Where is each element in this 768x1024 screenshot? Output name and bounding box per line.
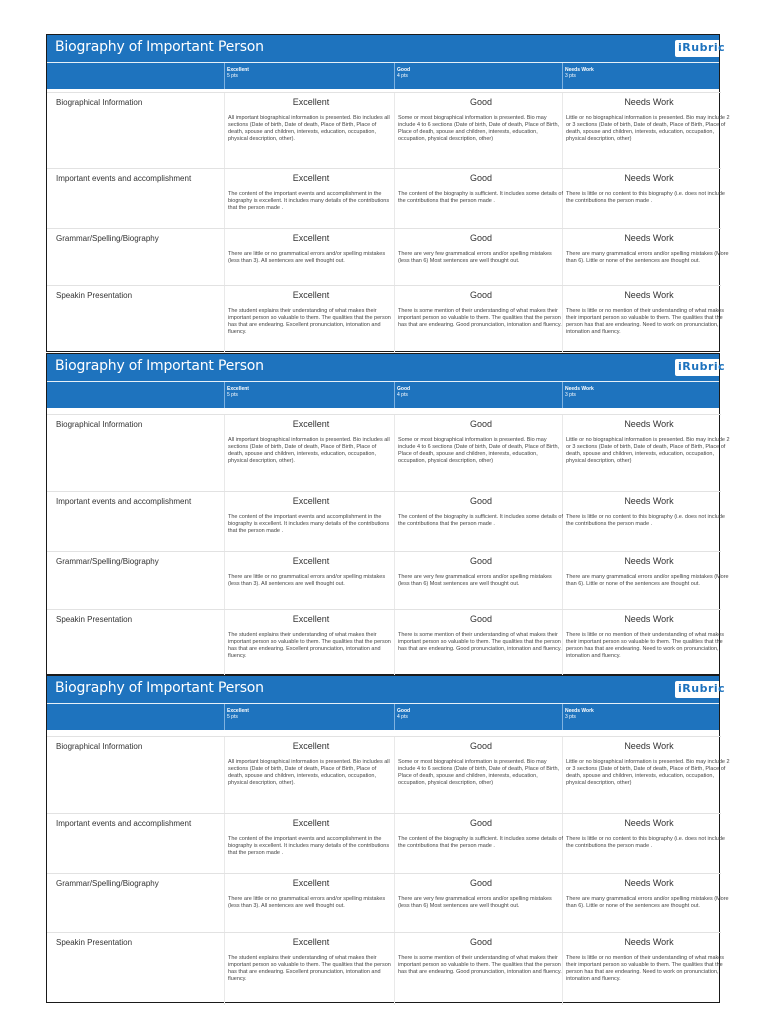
level-label-excellent[interactable]: Excellent [292, 878, 330, 888]
column-divider [224, 552, 225, 610]
level-label-needs-work[interactable]: Needs Work [624, 878, 674, 888]
irubric-logo[interactable] [675, 40, 726, 57]
rubric-row [47, 609, 725, 677]
level-description[interactable]: There is some mention of their understanding of what makes their important person so valuable to them. The qualities that the person has that are endearing. Good pronunciation, intonation and fluency. [398, 308, 562, 328]
level-description[interactable]: The student explains their understanding of what makes their important person so valuable to them. The qualities that the person has that are endearing. Excellent pronunciation, intonation and fluency. [228, 632, 391, 659]
header-level-points: 3 pts [565, 73, 576, 79]
header-level-name: Excellent [227, 67, 249, 73]
level-label-good[interactable]: Good [469, 878, 493, 888]
criterion-label: Biographical Information [56, 420, 143, 429]
level-label-good[interactable]: Good [469, 419, 493, 429]
criterion-label: Important events and accomplishment [56, 819, 192, 828]
criterion-label: Grammar/Spelling/Biography [56, 234, 159, 243]
level-label-excellent[interactable]: Excellent [292, 556, 330, 566]
rubric-row [47, 736, 730, 814]
logo-text: iRubric [678, 360, 726, 373]
criterion-label: Important events and accomplishment [56, 174, 192, 183]
rubric-title: Biography of Important Person [55, 680, 264, 696]
column-divider [224, 169, 225, 229]
level-description[interactable]: Some or most biographical information is presented. Bio may include 4 to 6 sections (Date of birth, Date of death, Place of Birth, Place of death, spouse and children, interests, education, occupation, physical description, other) [398, 437, 560, 464]
header-level-name: Good [397, 386, 411, 392]
rubric-row [47, 168, 725, 229]
level-label-needs-work[interactable]: Needs Work [624, 173, 674, 183]
level-label-needs-work[interactable]: Needs Work [624, 556, 674, 566]
column-divider [224, 874, 225, 933]
level-description[interactable]: There is little or no content to this biography (i.e. does not include the contributions the person made . [566, 514, 725, 527]
level-description[interactable]: Little or no biographical information is presented. Bio may include 2 or 3 sections (Date of birth, Date of death, Place of Birth, Place of death, spouse and children, interests, education, occupation, physical description, other) [566, 115, 730, 142]
level-label-good[interactable]: Good [469, 97, 493, 107]
level-description[interactable]: There are many grammatical errors and/or spelling mistakes (More than 6). Little or none of the sentences are thought out. [566, 251, 729, 264]
column-divider [224, 415, 225, 492]
level-description[interactable]: The content of the biography is sufficient. It includes some details of the contributions that the person made . [398, 836, 563, 849]
rubric-row [47, 932, 725, 1005]
level-label-excellent[interactable]: Excellent [292, 290, 330, 300]
rubric-panel [46, 353, 730, 675]
level-label-good[interactable]: Good [469, 233, 493, 243]
column-divider [224, 814, 225, 874]
header-level-name: Excellent [227, 386, 249, 392]
header-cell-excellent [224, 63, 394, 89]
header-cell-good [394, 382, 562, 408]
level-description[interactable]: There is little or no mention of their understanding of what makes their important person so valuable to them. The qualities that the person has that are endearing. Need to work on pronunciation, intonation and fluency. [566, 308, 725, 335]
level-label-needs-work[interactable]: Needs Work [624, 937, 674, 947]
level-description[interactable]: There are little or no grammatical errors and/or spelling mistakes (less than 3). All sentences are well thought out. [228, 574, 386, 587]
header-level-points: 4 pts [397, 392, 408, 398]
level-description[interactable]: The content of the important events and accomplishment in the biography is excellent. It includes many details of the contributions that the person made . [228, 191, 390, 211]
level-label-good[interactable]: Good [469, 818, 493, 828]
level-label-excellent[interactable]: Excellent [292, 937, 330, 947]
rubric-row [47, 551, 729, 610]
level-description[interactable]: Some or most biographical information is presented. Bio may include 4 to 6 sections (Date of birth, Date of death, Place of Birth, Place of death, spouse and children, interests, education, occupation, physical description, other) [398, 115, 560, 142]
level-description[interactable]: The student explains their understanding of what makes their important person so valuable to them. The qualities that the person has that are endearing. Excellent pronunciation, intonation and fluency. [228, 955, 391, 982]
rubric-title-bar [47, 354, 726, 381]
level-description[interactable]: The content of the biography is sufficient. It includes some details of the contributions that the person made . [398, 191, 563, 204]
header-level-points: 3 pts [565, 714, 576, 720]
level-label-needs-work[interactable]: Needs Work [624, 419, 674, 429]
level-description[interactable]: The student explains their understanding of what makes their important person so valuable to them. The qualities that the person has that are endearing. Excellent pronunciation, intonation and fluency. [228, 308, 391, 335]
column-divider [224, 610, 225, 677]
level-description[interactable]: There is some mention of their understanding of what makes their important person so valuable to them. The qualities that the person has that are endearing. Good pronunciation, intonation and fluency. [398, 955, 562, 975]
level-label-needs-work[interactable]: Needs Work [624, 496, 674, 506]
level-description[interactable]: There is little or no content to this biography (i.e. does not include the contributions the person made . [566, 836, 725, 849]
level-label-excellent[interactable]: Excellent [292, 614, 330, 624]
header-cell-good [394, 63, 562, 89]
level-description[interactable]: The content of the biography is sufficient. It includes some details of the contributions that the person made . [398, 514, 563, 527]
header-cell-excellent [224, 382, 394, 408]
level-label-good[interactable]: Good [469, 741, 493, 751]
column-divider [224, 492, 225, 552]
criterion-label: Speakin Presentation [56, 291, 133, 300]
level-label-good[interactable]: Good [469, 937, 493, 947]
column-divider [224, 229, 225, 286]
level-description[interactable]: All important biographical information is presented. Bio includes all sections (Date of birth, Date of death, Place of Birth, Place of death, spouse and children, interests, education, occupation, physical description, other). [228, 115, 390, 142]
logo-text: iRubric [678, 682, 726, 695]
level-description[interactable]: There is little or no mention of their understanding of what makes their important person so valuable to them. The qualities that the person has that are endearing. Need to work on pronunciation, intonation and fluency. [566, 955, 725, 982]
rubric-panel [46, 34, 730, 352]
level-label-excellent[interactable]: Excellent [292, 97, 330, 107]
column-divider [224, 286, 225, 354]
header-cell-needs-work [562, 382, 721, 408]
header-level-points: 5 pts [227, 392, 238, 398]
header-level-points: 4 pts [397, 714, 408, 720]
header-cell-good [394, 704, 562, 730]
level-label-good[interactable]: Good [469, 290, 493, 300]
level-description[interactable]: All important biographical information is presented. Bio includes all sections (Date of birth, Date of death, Place of Birth, Place of death, spouse and children, interests, education, occupation, physical description, other). [228, 437, 390, 464]
level-label-needs-work[interactable]: Needs Work [624, 290, 674, 300]
rubric-header-row [47, 703, 719, 730]
logo-text: iRubric [678, 41, 726, 54]
header-level-name: Needs Work [565, 708, 594, 714]
level-label-needs-work[interactable]: Needs Work [624, 818, 674, 828]
rubric-row [47, 491, 725, 552]
level-description[interactable]: There are very few grammatical errors and/or spelling mistakes (less than 6) Most sentences are well thought out. [398, 574, 552, 587]
level-label-needs-work[interactable]: Needs Work [624, 741, 674, 751]
level-description[interactable]: There are very few grammatical errors and/or spelling mistakes (less than 6) Most sentences are well thought out. [398, 251, 552, 264]
header-level-name: Good [397, 708, 411, 714]
rubric-row [47, 414, 730, 492]
level-label-excellent[interactable]: Excellent [292, 741, 330, 751]
header-level-name: Good [397, 67, 411, 73]
header-cell-needs-work [562, 63, 721, 89]
level-description[interactable]: The content of the important events and accomplishment in the biography is excellent. It includes many details of the contributions that the person made . [228, 514, 390, 534]
header-level-name: Needs Work [565, 386, 594, 392]
column-divider [224, 933, 225, 1005]
level-label-excellent[interactable]: Excellent [292, 233, 330, 243]
level-description[interactable]: There are very few grammatical errors and/or spelling mistakes (less than 6) Most sentences are well thought out. [398, 896, 552, 909]
rubric-header-row [47, 381, 719, 408]
header-level-points: 3 pts [565, 392, 576, 398]
criterion-label: Biographical Information [56, 742, 143, 751]
rubric-row [47, 285, 725, 354]
criterion-label: Grammar/Spelling/Biography [56, 557, 159, 566]
header-cell-excellent [224, 704, 394, 730]
level-description[interactable]: All important biographical information is presented. Bio includes all sections (Date of birth, Date of death, Place of Birth, Place of death, spouse and children, interests, education, occupation, physical description, other). [228, 759, 390, 786]
level-description[interactable]: There is some mention of their understanding of what makes their important person so valuable to them. The qualities that the person has that are endearing. Good pronunciation, intonation and fluency. [398, 632, 562, 652]
level-description[interactable]: There are little or no grammatical errors and/or spelling mistakes (less than 3). All sentences are well thought out. [228, 251, 386, 264]
level-description[interactable]: There are many grammatical errors and/or spelling mistakes (More than 6). Little or none of the sentences are thought out. [566, 574, 729, 587]
rubric-title-bar [47, 676, 726, 703]
rubric-title: Biography of Important Person [55, 358, 264, 374]
level-label-excellent[interactable]: Excellent [292, 173, 330, 183]
level-label-needs-work[interactable]: Needs Work [624, 614, 674, 624]
rubric-row [47, 228, 729, 286]
column-divider [224, 737, 225, 814]
level-label-excellent[interactable]: Excellent [292, 496, 330, 506]
rubric-row [47, 813, 725, 874]
level-description[interactable]: There is little or no mention of their understanding of what makes their important person so valuable to them. The qualities that the person has that are endearing. Need to work on pronunciation, intonation and fluency. [566, 632, 725, 659]
level-description[interactable]: Little or no biographical information is presented. Bio may include 2 or 3 sections (Date of birth, Date of death, Place of Birth, Place of death, spouse and children, interests, education, occupation, physical description, other) [566, 437, 730, 464]
level-description[interactable]: Little or no biographical information is presented. Bio may include 2 or 3 sections (Date of birth, Date of death, Place of Birth, Place of death, spouse and children, interests, education, occupation, physical description, other) [566, 759, 730, 786]
irubric-logo[interactable] [675, 359, 726, 376]
level-label-good[interactable]: Good [469, 614, 493, 624]
header-level-points: 4 pts [397, 73, 408, 79]
criterion-label: Grammar/Spelling/Biography [56, 879, 159, 888]
level-label-good[interactable]: Good [469, 556, 493, 566]
level-description[interactable]: There are many grammatical errors and/or spelling mistakes (More than 6). Little or none of the sentences are thought out. [566, 896, 729, 909]
header-level-name: Excellent [227, 708, 249, 714]
criterion-label: Speakin Presentation [56, 938, 133, 947]
header-level-name: Needs Work [565, 67, 594, 73]
header-level-points: 5 pts [227, 73, 238, 79]
level-label-excellent[interactable]: Excellent [292, 818, 330, 828]
level-label-needs-work[interactable]: Needs Work [624, 97, 674, 107]
criterion-label: Important events and accomplishment [56, 497, 192, 506]
header-level-points: 5 pts [227, 714, 238, 720]
level-description[interactable]: Some or most biographical information is presented. Bio may include 4 to 6 sections (Date of birth, Date of death, Place of Birth, Place of death, spouse and children, interests, education, occupation, physical description, other) [398, 759, 560, 786]
level-label-excellent[interactable]: Excellent [292, 419, 330, 429]
rubric-panel [46, 675, 730, 1003]
rubric-title: Biography of Important Person [55, 39, 264, 55]
rubric-row [47, 873, 729, 933]
rubric-header-row [47, 62, 719, 89]
criterion-label: Biographical Information [56, 98, 143, 107]
level-description[interactable]: There is little or no content to this biography (i.e. does not include the contributions the person made . [566, 191, 725, 204]
irubric-logo[interactable] [675, 681, 726, 698]
level-label-good[interactable]: Good [469, 173, 493, 183]
column-divider [224, 93, 225, 169]
rubric-title-bar [47, 35, 726, 62]
header-cell-needs-work [562, 704, 721, 730]
criterion-label: Speakin Presentation [56, 615, 133, 624]
rubric-row [47, 92, 730, 169]
level-label-good[interactable]: Good [469, 496, 493, 506]
level-description[interactable]: The content of the important events and accomplishment in the biography is excellent. It includes many details of the contributions that the person made . [228, 836, 390, 856]
level-label-needs-work[interactable]: Needs Work [624, 233, 674, 243]
level-description[interactable]: There are little or no grammatical errors and/or spelling mistakes (less than 3). All sentences are well thought out. [228, 896, 386, 909]
